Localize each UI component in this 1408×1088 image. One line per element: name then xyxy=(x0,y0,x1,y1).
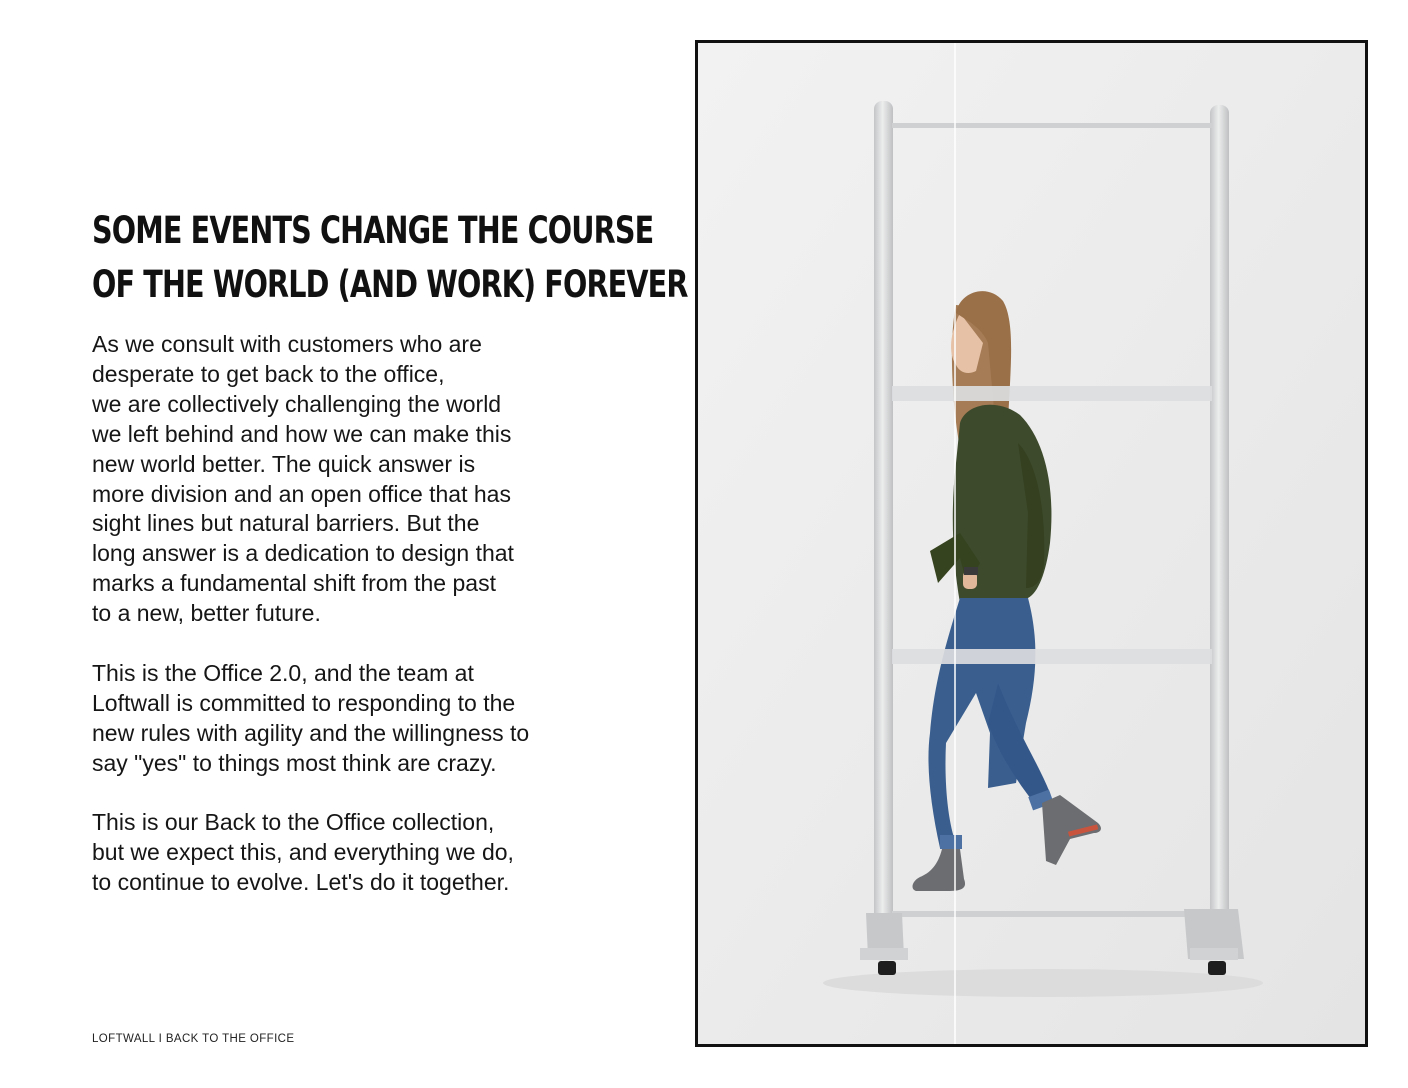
page-heading xyxy=(92,204,688,312)
paragraph-line: marks a fundamental shift from the past xyxy=(92,570,496,597)
paragraph-line: Loftwall is committed to responding to the xyxy=(92,689,516,716)
paragraph-line: we are collectively challenging the world xyxy=(92,390,502,417)
heading-line-2: OF THE WORLD (AND WORK) FOREVER xyxy=(92,263,688,306)
paragraph-line: long answer is a dedication to design that xyxy=(92,540,514,567)
paragraph-line: say "yes" to things most think are crazy. xyxy=(92,749,497,776)
woman-walking-behind-partition-icon xyxy=(698,43,1365,1044)
paragraph-line: new world better. The quick answer is xyxy=(92,450,476,477)
paragraph-line: new rules with agility and the willingness to xyxy=(92,719,530,746)
body-copy xyxy=(92,330,612,928)
product-photo xyxy=(695,40,1368,1047)
paragraph-line: sight lines but natural barriers. But the xyxy=(92,510,480,537)
paragraph-line: desperate to get back to the office, xyxy=(92,360,445,387)
paragraph-line: As we consult with customers who are xyxy=(92,331,482,357)
paragraph-3 xyxy=(92,808,612,898)
paragraph-line: to continue to evolve. Let's do it together. xyxy=(92,869,510,896)
paragraph-line: we left behind and how we can make this xyxy=(92,420,512,447)
heading-line-1: SOME EVENTS CHANGE THE COURSE xyxy=(92,209,654,252)
paragraph-line: This is the Office 2.0, and the team at xyxy=(92,659,474,686)
paragraph-1 xyxy=(92,330,612,629)
paragraph-2 xyxy=(92,659,612,779)
paragraph-line: more division and an open office that has xyxy=(92,480,511,507)
paragraph-line: This is our Back to the Office collection, xyxy=(92,809,495,836)
paragraph-line: to a new, better future. xyxy=(92,600,321,627)
paragraph-line: but we expect this, and everything we do, xyxy=(92,839,514,866)
page-footer: LOFTWALL I BACK TO THE OFFICE xyxy=(92,1033,295,1045)
